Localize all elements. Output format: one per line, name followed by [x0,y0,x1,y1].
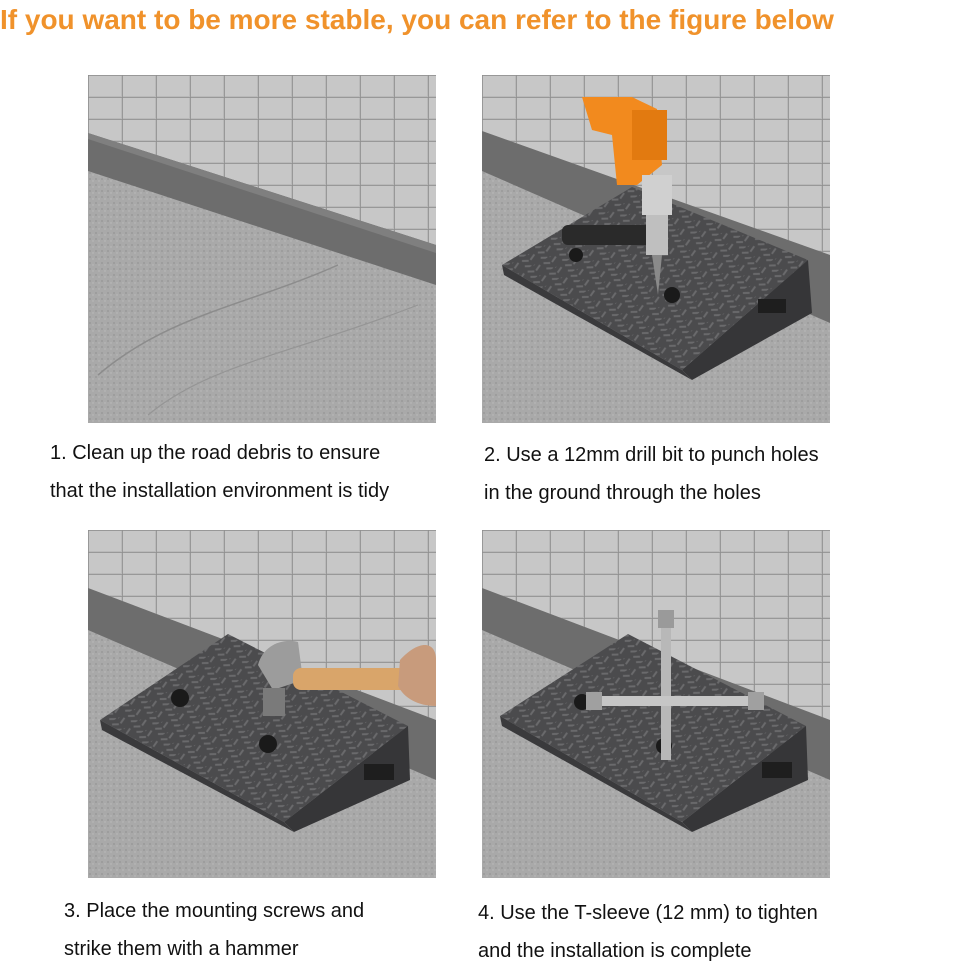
step-2-caption [484,436,819,512]
step-2-line-2: in the ground through the holes [484,482,761,504]
step-1-caption [50,434,389,510]
step-4-line-2: and the installation is complete [478,940,752,962]
clean-ground-icon [88,75,436,423]
step-4-photo [482,530,830,878]
step-1-line-1: 1. Clean up the road debris to ensure [50,442,381,464]
step-1-line-2: that the installation environment is tidy [50,480,390,502]
step-2-line-1: 2. Use a 12mm drill bit to punch holes [484,444,819,466]
page-headline: If you want to be more stable, you can refer to the figure below [0,4,834,35]
t-wrench-icon [482,530,830,878]
step-3-photo [88,530,436,878]
step-1-photo [88,75,436,423]
step-3-line-1: 3. Place the mounting screws and [64,900,365,922]
step-3-caption [64,892,364,968]
step-2-photo [482,75,830,423]
hammer-icon [88,530,436,878]
drill-icon [482,75,830,423]
step-4-line-1: 4. Use the T-sleeve (12 mm) to tighten [478,902,818,924]
step-3-line-2: strike them with a hammer [64,938,299,960]
step-4-caption [478,894,818,970]
